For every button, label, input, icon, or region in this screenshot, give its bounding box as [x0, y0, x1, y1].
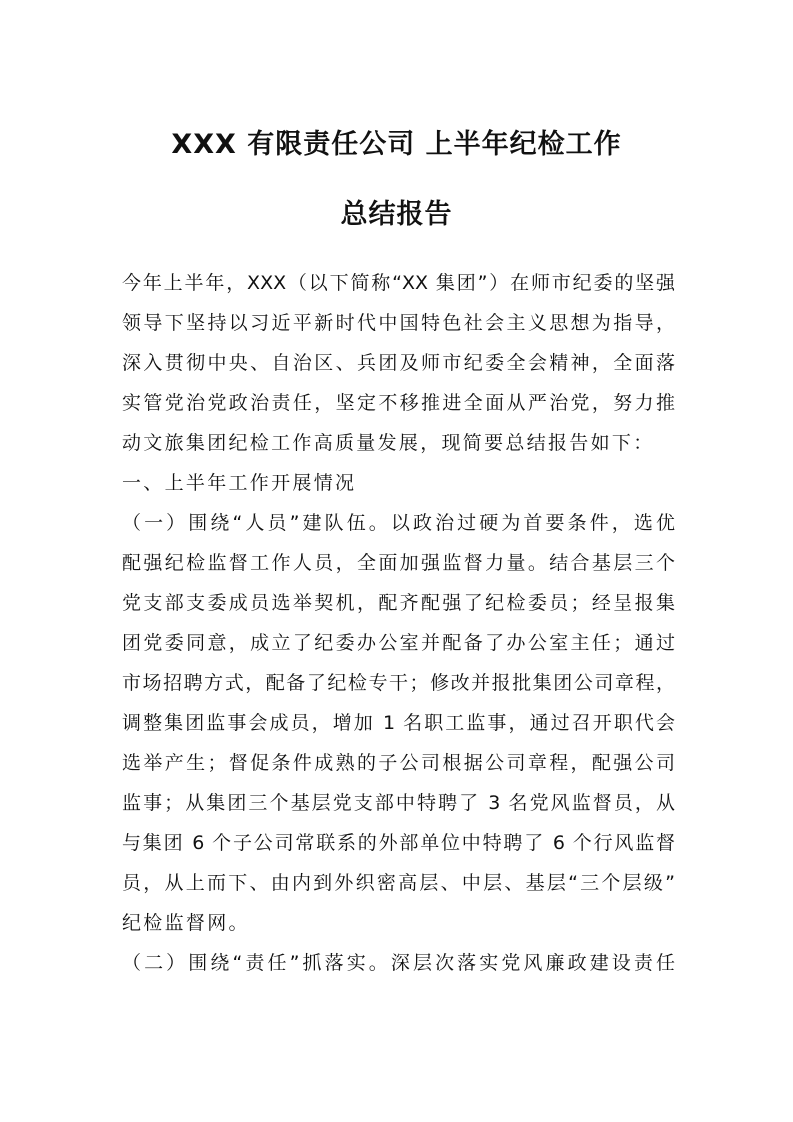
document-title-line-1: XXX 有限责任公司 上半年纪检工作: [171, 129, 622, 160]
body-text-line: 团党委同意，成立了纪委办公室并配备了办公室主任；通过: [122, 632, 675, 654]
document-title-line-2: 总结报告: [340, 199, 453, 230]
body-text-line: （二）围绕“责任”抓落实。深层次落实党风廉政建设责任: [122, 952, 675, 974]
body-text-line: 党支部支委成员选举契机，配齐配强了纪检委员；经呈报集: [122, 592, 675, 614]
body-text-line: 市场招聘方式，配备了纪检专干；修改并报批集团公司章程，: [122, 672, 675, 694]
body-text-line: 动文旅集团纪检工作高质量发展，现简要总结报告如下：: [122, 432, 655, 454]
section-heading: 一、上半年工作开展情况: [122, 472, 357, 494]
body-text-line: （一）围绕“人员”建队伍。以政治过硬为首要条件，选优: [122, 512, 675, 534]
body-text-line: 员，从上而下、由内到外织密高层、中层、基层“三个层级”: [122, 872, 675, 894]
body-text-line: 领导下坚持以习近平新时代中国特色社会主义思想为指导，: [122, 312, 675, 334]
body-text-line: 今年上半年，XXX（以下简称“XX 集团”）在师市纪委的坚强: [122, 272, 675, 294]
body-text-line: 监事；从集团三个基层党支部中特聘了 3 名党风监督员，从: [122, 792, 675, 814]
body-text-line: 与集团 6 个子公司常联系的外部单位中特聘了 6 个行风监督: [122, 832, 675, 854]
body-text-line: 纪检监督网。: [122, 912, 250, 934]
body-text-line: 深入贯彻中央、自治区、兵团及师市纪委全会精神，全面落: [122, 352, 675, 374]
body-text-line: 配强纪检监督工作人员，全面加强监督力量。结合基层三个: [122, 552, 675, 574]
body-text-line: 实管党治党政治责任，坚定不移推进全面从严治党，努力推: [122, 392, 675, 414]
body-text-line: 选举产生；督促条件成熟的子公司根据公司章程，配强公司: [122, 752, 675, 774]
body-text-line: 调整集团监事会成员，增加 1 名职工监事，通过召开职代会: [122, 712, 675, 734]
